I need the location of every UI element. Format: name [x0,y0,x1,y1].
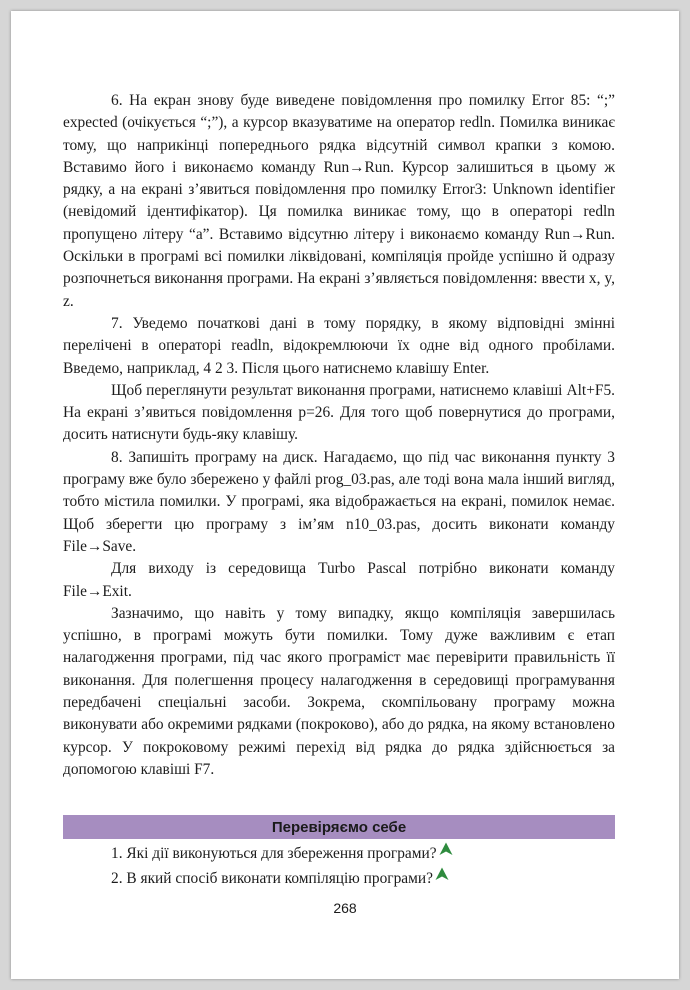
question-text: 2. В який спосіб виконати компіляцію програми? [111,870,433,887]
question-text: 1. Які дії виконуються для збереження програми? [111,845,437,862]
section-header-bar [63,815,615,839]
section-title: Перевіряємо себе [271,818,407,836]
paragraph-debugging: Зазначимо, що навіть у тому випадку, якщо компіляція завершилась успішно, в програмі можуть бути помилки. Тому дуже важливим є етап налагодження програми, під час якого програміст має перевірити правильність її виконання. Для полегшення процесу налагодження в середовищі програмування передбачені спеціальні засоби. Зокрема, скомпільовану програму можна виконувати або окремими рядками (покроково), або до рядка, на якому встановлено курсор. У покроковому режимі перехід від рядка до рядка здійснюється за допомогою клавіші F7. [63,604,615,778]
question-item [63,865,615,890]
review-questions [63,840,615,890]
question-item [63,840,615,865]
paragraph-step-6: 6. На екран знову буде виведене повідомлення про помилку Error 85: “;” expected (очікується “;”), а курсор вказуватиме на оператор redln. Помилка виникає тому, що наприкінці попереднього рядка відсутній символ крапки з комою. Вставимо його і виконаємо команду Run→Run. Курсор залишиться в цьому ж рядку, а на екрані з’явиться повідомлення про помилку Error3: Unknown identifier (невідомий ідентифікатор). Ця помилка виникає тому, що в операторі redln пропущено літеру “a”. Вставимо відсутню літеру і виконаємо команду Run→Run. Оскільки в програмі всі помилки ліквідовані, компіляція пройде успішно й одразу розпочнеться виконання програми. На екрані з’являється повідомлення: ввести x, y, z. [63,92,615,310]
green-arrowhead-icon [439,840,453,863]
green-arrowhead-icon [435,865,449,888]
paragraph-view-result: Щоб переглянути результат виконання програми, натиснемо клавіші Alt+F5. На екрані з’явиться повідомлення p=26. Для того щоб повернутися до програми, досить натиснути будь-яку клавішу. [63,381,615,444]
paragraph-step-7: 7. Уведемо початкові дані в тому порядку, в якому відповідні змінні перелічені в операторі readln, відокремлюючи їх одне від одного пробілами. Введемо, наприклад, 4 2 3. Після цього натиснемо клавішу Enter. [63,314,615,377]
paragraph-step-8: 8. Запишіть програму на диск. Нагадаємо, що під час виконання пункту 3 програму вже було збережено у файлі prog_03.pas, але тоді вона мала інший вигляд, тобто містила помилки. У програмі, яка відображається на екрані, помилок немає. Щоб зберегти цю програму з ім’ям n10_03.pas, досить виконати команду File→Save. [63,448,615,555]
page-number: 268 [333,900,357,916]
main-text [63,90,615,781]
paragraph-exit: Для виходу із середовища Turbo Pascal потрібно виконати команду File→Exit. [63,560,615,600]
